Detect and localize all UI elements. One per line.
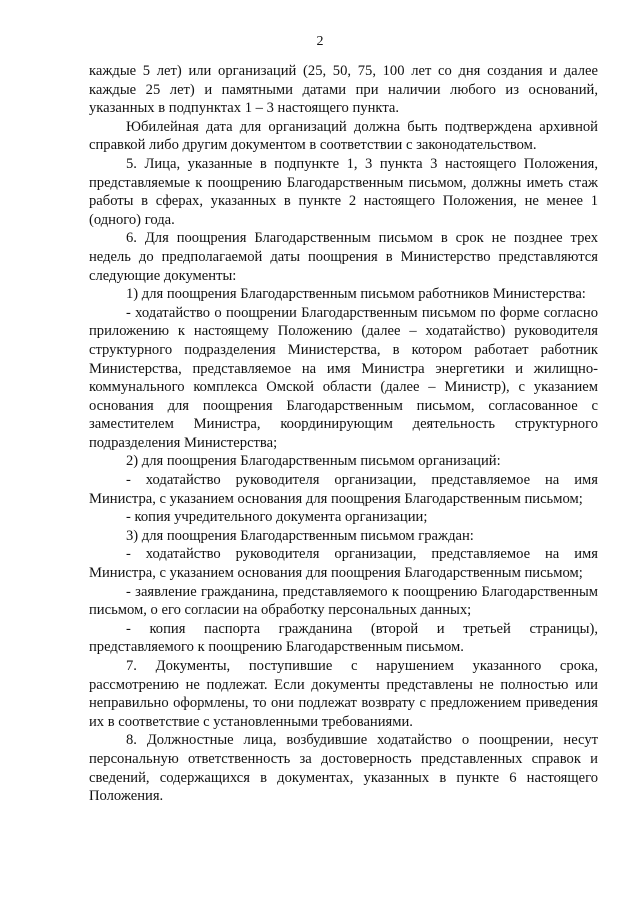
paragraph-item-7: 7. Документы, поступившие с нарушением указанного срока, рассмотрению не подлежат. Если документы представлены не полностью или неправильно оформлены, то они подлежат возврату с предложением приведения их в соответствие с установленными требованиями.: [89, 658, 598, 730]
subitem-3-consent-statement: - заявление гражданина, представляемого к поощрению Благодарственным письмом, о его согласии на обработку персональных данных;: [89, 583, 598, 619]
subitem-1-petition: - ходатайство о поощрении Благодарственным письмом по форме согласно приложению к настоящему Положению (далее – ходатайство) руководителя структурного подразделения Министерства, в котором работает работник Министерства, представляемое на имя Министра энергетики и жилищно-коммунального комплекса Омской области (далее – Министр), с указанием основания для поощрения Благодарственным письмом, согласованное с заместителем Министра, координирующим деятельность структурного подразделения Министерства;: [89, 304, 598, 451]
subitem-2-petition: - ходатайство руководителя организации, представляемое на имя Министра, с указанием основания для поощрения Благодарственным письмом;: [89, 472, 598, 507]
subitem-2-charter-copy: - копия учредительного документа организации;: [126, 509, 428, 526]
paragraph-item-8: 8. Должностные лица, возбудившие ходатайство о поощрении, несут персональную ответственность за достоверность представленных справок и сведений, содержащихся в документах, указанных в пункте 6 настоящего Положения.: [89, 732, 598, 805]
paragraph-continuation: каждые 5 лет) или организаций (25, 50, 75, 100 лет со дня создания и далее каждые 25 лет) и памятными датами при наличии любого из оснований, указанных в подпунктах 1 – 3 настоящего пункта.: [89, 63, 598, 117]
paragraph-anniversary-confirmation: Юбилейная дата для организаций должна быть подтверждена архивной справкой либо другим документом в соответствии с законодательством.: [89, 118, 598, 154]
page-number: 2: [316, 34, 324, 49]
subitem-3-heading: 3) для поощрения Благодарственным письмом граждан:: [126, 527, 474, 544]
subitem-2-heading: 2) для поощрения Благодарственным письмом организаций:: [126, 453, 501, 470]
paragraph-item-6: 6. Для поощрения Благодарственным письмом в срок не позднее трех недель до предполагаемой даты поощрения в Министерство представляются следующие документы:: [89, 230, 598, 284]
subitem-3-petition: - ходатайство руководителя организации, представляемое на имя Министра, с указанием основания для поощрения Благодарственным письмом;: [89, 546, 598, 582]
paragraph-item-5: 5. Лица, указанные в подпункте 1, 3 пункта 3 настоящего Положения, представляемые к поощрению Благодарственным письмом, должны иметь стаж работы в сферах, указанных в пункте 2 настоящего Положения, не менее 1 (одного) года.: [89, 155, 598, 228]
subitem-1-heading: 1) для поощрения Благодарственным письмом работников Министерства:: [126, 286, 586, 303]
document-body: [89, 62, 598, 806]
subitem-3-passport-copy: - копия паспорта гражданина (второй и третьей страницы), представляемого к поощрению Благодарственным письмом.: [89, 620, 598, 656]
